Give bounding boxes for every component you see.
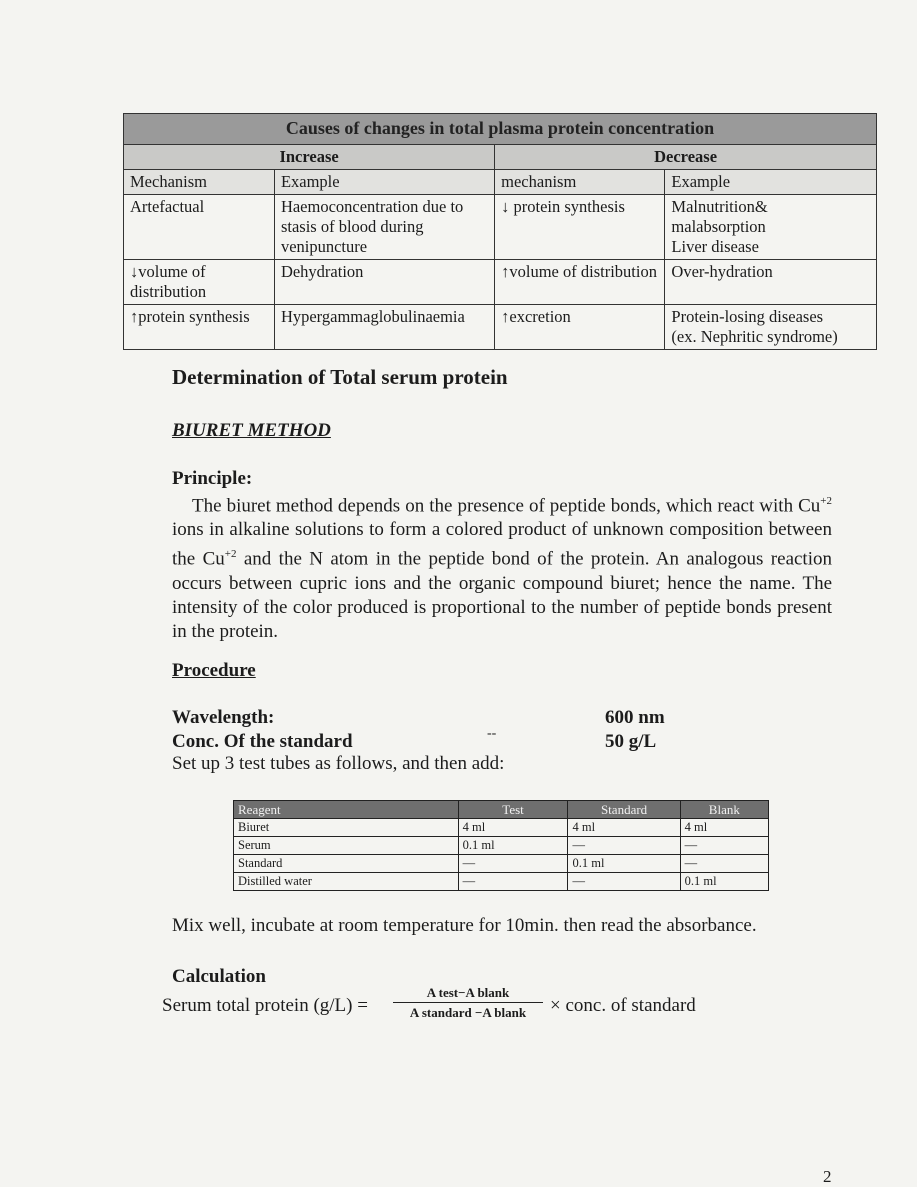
cell-line: Liver disease — [671, 237, 759, 256]
formula-denominator: A standard −A blank — [409, 1005, 527, 1020]
table-cell: Haemoconcentration due to stasis of blood during venipuncture — [274, 195, 494, 260]
paragraph-text: ions in alkaline solutions to form a colored product of unknown composition between the Cu — [172, 519, 832, 570]
table-cell: 4 ml — [458, 819, 568, 837]
wavelength-label: Wavelength: — [172, 707, 275, 728]
table-cell: Standard — [234, 855, 459, 873]
causes-table — [123, 113, 877, 350]
table-header-row — [234, 801, 769, 819]
table-cell: 4 ml — [568, 819, 680, 837]
page-number: 2 — [823, 1167, 832, 1186]
table-cell: ↑protein synthesis — [124, 305, 275, 350]
column-header: Blank — [680, 801, 768, 819]
causes-table-title: Causes of changes in total plasma protein concentration — [124, 114, 877, 145]
superscript: +2 — [820, 495, 832, 507]
column-header: Reagent — [234, 801, 459, 819]
column-header: Example — [665, 170, 877, 195]
paragraph-text: The biuret method depends on the presence of peptide bonds, which react with Cu — [192, 495, 821, 517]
table-cell: — — [458, 873, 568, 891]
table-cell — [665, 305, 877, 350]
table-row — [124, 305, 877, 350]
table-cell — [665, 260, 877, 305]
cell-line: Over-hydration — [671, 262, 773, 281]
formula-label: Serum total protein (g/L) = — [162, 995, 368, 1016]
calculation-heading: Calculation — [172, 966, 266, 987]
table-cell — [665, 195, 877, 260]
table-cell: 4 ml — [680, 819, 768, 837]
table-cell: Serum — [234, 837, 459, 855]
table-row — [234, 855, 769, 873]
table-header-row — [124, 170, 877, 195]
procedure-heading: Procedure — [172, 660, 256, 681]
column-header: Test — [458, 801, 568, 819]
table-cell: Dehydration — [274, 260, 494, 305]
mix-instruction: Mix well, incubate at room temperature for 10min. then read the absorbance. — [172, 915, 757, 936]
cell-line: Protein-losing diseases — [671, 307, 824, 326]
table-cell: — — [680, 837, 768, 855]
method-heading: BIURET METHOD — [172, 420, 331, 441]
standard-concentration-label: Conc. Of the standard — [172, 731, 353, 752]
table-cell: — — [458, 855, 568, 873]
table-cell: — — [568, 873, 680, 891]
wavelength-value: 600 nm — [605, 707, 665, 728]
standard-concentration-value: 50 g/L — [605, 731, 657, 752]
table-cell: Distilled water — [234, 873, 459, 891]
table-cell: Biuret — [234, 819, 459, 837]
separator: -- — [487, 726, 497, 741]
cell-line: malabsorption — [671, 217, 766, 236]
table-cell: Hypergammaglobulinaemia — [274, 305, 494, 350]
column-header: Mechanism — [124, 170, 275, 195]
table-cell: ↓ protein synthesis — [495, 195, 665, 260]
table-cell: 0.1 ml — [568, 855, 680, 873]
setup-instruction: Set up 3 test tubes as follows, and then add: — [172, 753, 505, 774]
cell-line: Malnutrition& — [671, 197, 768, 216]
table-row — [234, 819, 769, 837]
column-header: Example — [274, 170, 494, 195]
table-cell: ↓volume of distribution — [124, 260, 275, 305]
table-row — [234, 873, 769, 891]
table-row — [234, 837, 769, 855]
table-cell: — — [680, 855, 768, 873]
cell-line: (ex. Nephritic syndrome) — [671, 327, 838, 346]
table-cell: 0.1 ml — [680, 873, 768, 891]
table-cell: Artefactual — [124, 195, 275, 260]
formula-fraction — [393, 985, 543, 1021]
group-decrease: Decrease — [495, 145, 877, 170]
group-increase: Increase — [124, 145, 495, 170]
table-cell: ↑excretion — [495, 305, 665, 350]
paragraph-text: and the N atom in the peptide bond of the protein. An analogous reaction occurs between cupric ions and the organic compound biuret; hence the name. The intensity of the color produced is proportional to the number of peptide bonds present in the protein. — [172, 548, 832, 642]
table-row — [124, 195, 877, 260]
column-header: mechanism — [495, 170, 665, 195]
superscript: +2 — [224, 548, 237, 561]
main-heading: Determination of Total serum protein — [172, 365, 508, 389]
reagent-table — [233, 800, 769, 891]
formula-multiplier: × conc. of standard — [550, 995, 696, 1016]
table-cell: 0.1 ml — [458, 837, 568, 855]
table-cell: — — [568, 837, 680, 855]
principle-paragraph — [172, 489, 832, 644]
column-header: Standard — [568, 801, 680, 819]
table-row — [124, 260, 877, 305]
principle-heading: Principle: — [172, 468, 253, 489]
table-cell: ↑volume of distribution — [495, 260, 665, 305]
formula-numerator: A test−A blank — [393, 985, 543, 1003]
